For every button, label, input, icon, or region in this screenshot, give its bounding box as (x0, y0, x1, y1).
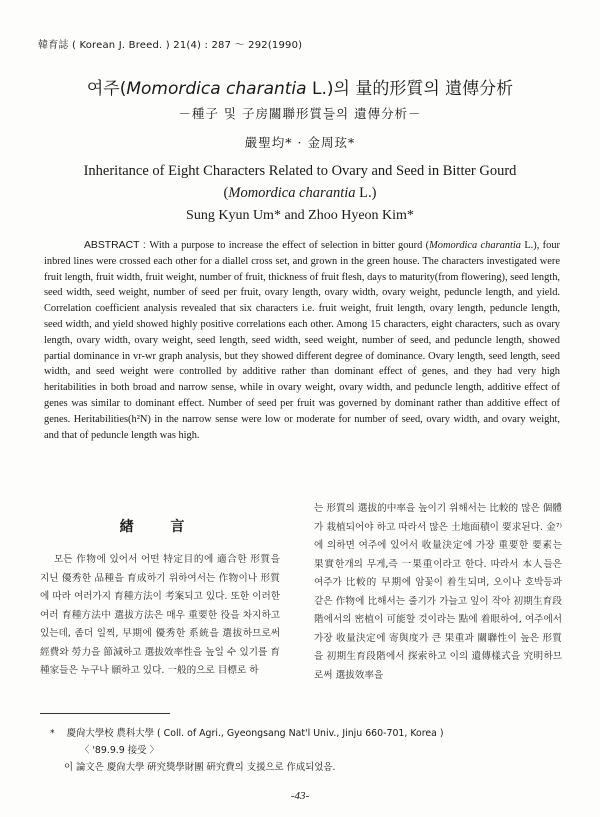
korean-title-suffix: L.)의 量的形質의 遺傳分析 (306, 79, 514, 99)
korean-title (0, 74, 600, 99)
footnote-affiliation (40, 725, 570, 742)
footnote-affiliation-text: 慶尙大學校 農科大學 ( Coll. of Agri., Gyeongsang Nat'l Univ., Jinju 660-701, Korea ) (66, 728, 444, 739)
body-column-right: 는 形質의 選拔的中率을 높이기 위해서는 比較的 많은 個體가 栽植되어야 하고 따라서 많은 土地面積이 要求된다. 金⁷⁾에 의하면 여주에 있어서 收量決定에 가장 重要한 要素는 果實한개의 무게,즉 一果重이라고 한다. 따라서 本人들은 여주가 比較的 早期에 암꽃이 着生되며, 오이나 호박등과 같은 作物에 比해서는 줄기가 가늘고 잎이 작아 初期生育段階에서의 密植이 可能할 것이라는 點에 着眼하여, 여주에서 가장 收量決定에 寄與度가 큰 果重과 關聯性이 높은 形質을 初期生育段階에서 探索하고 이의 遺傳樣式을 究明하므로써 選拔效率을 (314, 503, 562, 681)
korean-title-species: Momordica charantia (126, 79, 307, 99)
body-column-left: 모든 作物에 있어서 어떤 特定目的에 適合한 形質을 지닌 優秀한 品種을 育成하기 위하여서는 作物이나 形質에 따라 여러가지 育種方法이 考案되고 있다. 또한 이러한 여러 育種方法中 選拔方法은 매우 重要한 役을 차지하고 있는데, 좀더 일찍, 早期에 優秀한 系統을 選拔하므로써 經費와 勞力을 節減하고 選拔效率性을 높일 수 있기를 育種家들은 누구나 願하고 있다. 一般的으로 目標로 하 (40, 554, 280, 676)
abstract-text-b: L.), four inbred lines were crossed each other for a diallel cross set, and grown in the green house. The characters investigated were fruit length, fruit width, fruit weight, number of fruit, thickness of fruit flesh, days to maturity(from flowering), seed length, seed width, seed weight, number of seed per fruit, ovary length, ovary width, ovary weight, peduncle length, and yield. Correlation coefficient analysis revealed that six characters i.e. fruit weight, fruit length, ovary length, peduncle length, seed width, and yield showed highly positive correlations each other. Among 15 characters, eight characters, such as ovary length, ovary width, ovary weight, seed length, seed width, seed weight, number of seed, and peduncle length, showed partial dominance in vr-wr graph analysis, but they showed different degree of dominance. Ovary length, seed length, seed width, and seed weight were controlled by additive rather than dominant effect of genes, and they had very high heritabilities in both broad and narrow sense, while in ovary weight, ovary width, and peduncle length, additive effect of genes was similar to dominant effect. Number of seed per fruit was governed by dominant rather than additive effect of genes. Heritabilities(h²N) in the narrow sense were low or moderate for number of seed, ovary width, and ovary weight, and that of peduncle length was high. (44, 240, 560, 441)
section-heading-introduction: 緖 言 (119, 519, 201, 535)
abstract-label: ABSTRACT : (84, 240, 150, 251)
korean-authors: 嚴聖均* · 金周玹* (244, 135, 356, 150)
abstract-species: Momordica charantia (429, 240, 521, 251)
english-title (40, 160, 560, 204)
abstract (44, 238, 560, 443)
english-title-line1: Inheritance of Eight Characters Related to Ovary and Seed in Bitter Gourd (83, 163, 517, 179)
footnote-mark: * (50, 728, 55, 739)
english-title-species: Momordica charantia (228, 185, 356, 201)
korean-title-prefix: 여주( (86, 79, 127, 99)
korean-subtitle: －種子 및 子房關聯形質들의 遺傳分析－ (178, 106, 422, 121)
english-title-open: ( (223, 185, 229, 201)
english-title-close: L.) (355, 185, 377, 201)
english-authors: Sung Kyun Um* and Zhoo Hyeon Kim* (186, 208, 414, 223)
english-title-line2 (40, 182, 560, 204)
page-number: -43- (290, 790, 310, 802)
footnote-received-date: 〈 '89.9.9 接受 〉 (80, 745, 159, 756)
footnote-funding: 이 論文은 慶尙大學 硏究獎學財團 硏究費의 支援으로 作成되었음. (64, 762, 336, 773)
abstract-text-a: With a purpose to increase the effect of selection in bitter gourd ( (149, 240, 430, 251)
journal-header: 韓育誌 ( Korean J. Breed. ) 21(4) : 287 ～ 292(1990) (38, 40, 303, 51)
footnote-divider (40, 713, 170, 714)
